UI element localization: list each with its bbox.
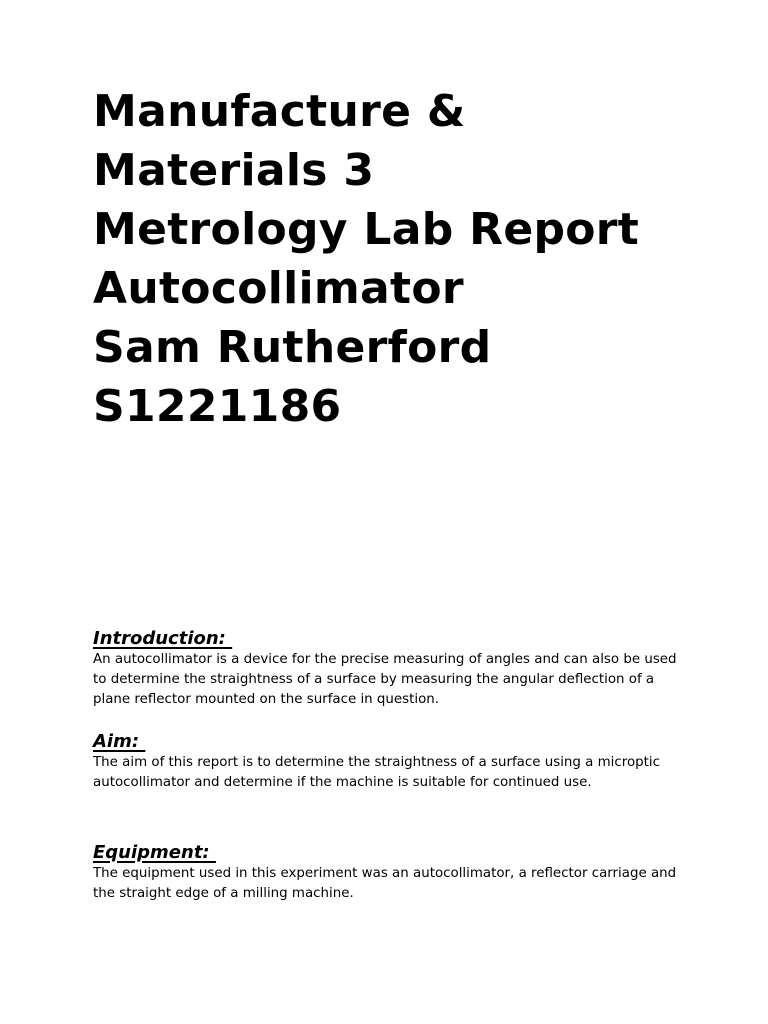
aim-heading: Aim: [93,731,146,752]
title-line-module: Materials 3 [93,145,375,196]
equipment-section [93,842,693,904]
aim-body: The aim of this report is to determine the straightness of a surface using a microptic autocollimator and determine if the machine is suitable for continued use. [93,755,660,790]
title-line-author: Sam Rutherford [93,322,492,373]
title-line-course: Manufacture & [93,86,466,137]
aim-section [93,731,693,793]
introduction-section [93,628,693,709]
equipment-heading: Equipment: [93,842,216,863]
introduction-heading: Introduction: [93,628,233,649]
document-title [93,82,733,436]
title-line-report: Metrology Lab Report [93,204,640,255]
introduction-body: An autocollimator is a device for the precise measuring of angles and can also be used to determine the straightness of a surface by measuring the angular deflection of a plane reflector mounted on the surface in question. [93,652,677,707]
equipment-body: The equipment used in this experiment was an autocollimator, a reflector carriage and the straight edge of a milling machine. [93,866,677,901]
title-line-student-id: S1221186 [93,381,342,432]
title-line-topic: Autocollimator [93,263,464,314]
